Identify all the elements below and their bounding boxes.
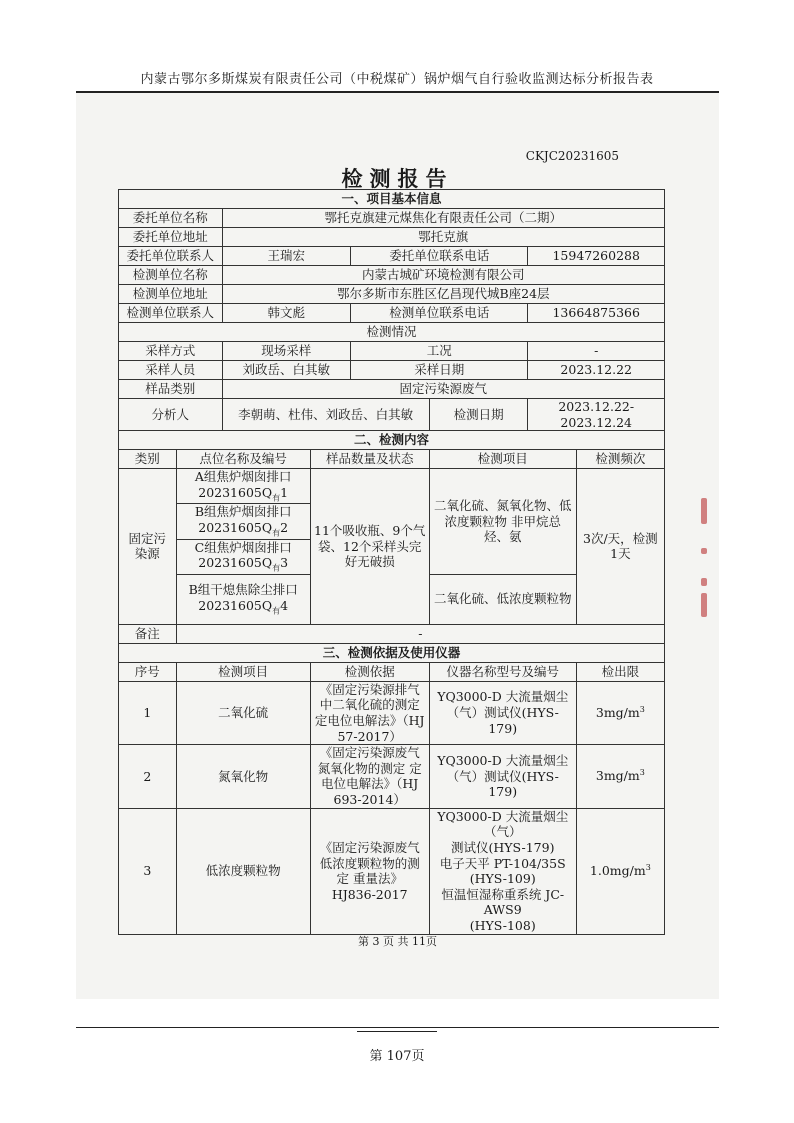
sampling-date: 2023.12.22 — [528, 361, 665, 380]
row1-limit-value: 3mg/m — [595, 705, 640, 721]
point-d-num: 4 — [280, 597, 289, 613]
client-phone: 15947260288 — [528, 247, 665, 266]
lab-name-label: 检测单位名称 — [119, 266, 223, 285]
point-a-name: A组焦炉烟囱排口 — [194, 469, 292, 485]
point-c-code: 20231605Q — [198, 555, 273, 571]
status-title: 检测情况 — [119, 323, 665, 342]
category: 固定污染源 — [128, 530, 167, 562]
doc-code: CKJC20231605 — [525, 149, 619, 163]
sample-status: 11个吸收瓶、9个气袋、12个采样头完好无破损 — [314, 523, 426, 570]
row3-instrument-line: (HYS-109) — [469, 871, 536, 887]
row3-instrument-line: 测试仪(HYS-179) — [450, 839, 555, 855]
header-limit: 检出限 — [576, 662, 664, 681]
seal-edge-mark — [701, 498, 707, 524]
items-d: 二氧化硫、低浓度颗粒物 — [429, 574, 576, 624]
seal-edge-mark — [701, 593, 707, 617]
analyst-label: 分析人 — [119, 399, 223, 431]
header-basis: 检测依据 — [310, 662, 429, 681]
footer-rule — [76, 1027, 719, 1028]
row2-limit-exp: 3 — [639, 768, 645, 778]
point-c-suffix: 有 — [272, 563, 281, 573]
row2-no: 2 — [119, 745, 177, 809]
row2-limit — [576, 745, 664, 809]
row1-item: 二氧化硫 — [176, 681, 310, 745]
row2-instrument: YQ3000-D 大流量烟尘（气）测试仪(HYS-179) — [429, 745, 576, 809]
sampling-method: 现场采样 — [222, 342, 351, 361]
row2-limit-value: 3mg/m — [595, 768, 640, 784]
point-b-name: B组焦炉烟囱排口 — [194, 504, 292, 520]
point-c-name: C组焦炉烟囱排口 — [194, 539, 292, 555]
client-contact-label: 委托单位联系人 — [119, 247, 223, 266]
test-date-label: 检测日期 — [429, 399, 528, 431]
section2-title: 二、检测内容 — [119, 431, 665, 450]
point-d-suffix: 有 — [272, 606, 281, 616]
sample-type: 固定污染源废气 — [222, 380, 664, 399]
frequency: 3次/天，检测1天 — [583, 530, 658, 562]
sampling-date-label: 采样日期 — [351, 361, 528, 380]
frequency-cell — [576, 469, 664, 624]
row2-basis: 《固定污染源废气氮氧化物的测定 定电位电解法》（HJ 693-2014） — [310, 745, 429, 809]
items-abc: 二氧化硫、氮氧化物、低浓度颗粒物 非甲烷总烃、氨 — [433, 498, 572, 545]
point-a — [176, 469, 310, 504]
remark-label: 备注 — [119, 624, 177, 643]
row3-limit-value: 1.0mg/m — [589, 863, 646, 879]
sampler-label: 采样人员 — [119, 361, 223, 380]
row1-instrument: YQ3000-D 大流量烟尘（气）测试仪(HYS-179) — [429, 681, 576, 745]
lab-phone: 13664875366 — [528, 304, 665, 323]
section3-title: 三、检测依据及使用仪器 — [119, 643, 665, 662]
scanned-report — [76, 93, 719, 999]
client-phone-label: 委托单位联系电话 — [351, 247, 528, 266]
row3-limit-exp: 3 — [645, 863, 651, 873]
lab-contact: 韩文彪 — [222, 304, 351, 323]
point-b-code: 20231605Q — [198, 520, 273, 535]
client-name-label: 委托单位名称 — [119, 209, 223, 228]
row3-limit — [576, 808, 664, 934]
point-b-num: 2 — [280, 520, 289, 535]
row3-basis: 《固定污染源废气 低浓度颗粒物的测定 重量法》 HJ836-2017 — [310, 808, 429, 934]
row3-no: 3 — [119, 808, 177, 934]
header-category: 类别 — [119, 450, 177, 469]
lab-phone-label: 检测单位联系电话 — [351, 304, 528, 323]
point-b-suffix: 有 — [272, 528, 281, 538]
running-header: 内蒙古鄂尔多斯煤炭有限责任公司（中税煤矿）锅炉烟气自行验收监测达标分析报告表 — [140, 72, 654, 87]
client-address-label: 委托单位地址 — [119, 228, 223, 247]
section1-title: 一、项目基本信息 — [119, 190, 665, 209]
row1-limit-exp: 3 — [639, 704, 645, 714]
lab-address-label: 检测单位地址 — [119, 285, 223, 304]
header-item: 检测项目 — [176, 662, 310, 681]
sampling-method-label: 采样方式 — [119, 342, 223, 361]
header-point: 点位名称及编号 — [176, 450, 310, 469]
point-c-num: 3 — [280, 555, 289, 571]
row3-item: 低浓度颗粒物 — [176, 808, 310, 934]
point-a-suffix: 有 — [272, 493, 281, 503]
remark: - — [176, 624, 664, 643]
row3-instrument-line: 电子天平 PT-104/35S — [439, 855, 566, 871]
report-table — [118, 189, 665, 935]
inner-page-number: 第 3 页 共 11页 — [358, 935, 437, 948]
test-date: 2023.12.22-2023.12.24 — [528, 399, 665, 431]
row3-instrument — [429, 808, 576, 934]
condition-label: 工况 — [351, 342, 528, 361]
point-a-num: 1 — [280, 484, 289, 500]
point-d-name: B组干熄焦除尘排口 — [188, 582, 298, 598]
row1-limit — [576, 681, 664, 745]
header-sample: 样品数量及状态 — [310, 450, 429, 469]
footer-short-rule — [357, 1031, 437, 1032]
analyst: 李朝萌、杜伟、刘政岳、白其敏 — [222, 399, 429, 431]
row2-item: 氮氧化物 — [176, 745, 310, 809]
doc-title: 检测报告 — [341, 166, 454, 191]
row3-instrument-line: (HYS-108) — [469, 918, 536, 933]
header-items: 检测项目 — [429, 450, 576, 469]
seal-edge-mark — [701, 578, 707, 586]
client-contact: 王瑞宏 — [222, 247, 351, 266]
point-a-code: 20231605Q — [198, 484, 273, 500]
point-d — [176, 574, 310, 624]
client-name: 鄂托克旗建元煤焦化有限责任公司（二期） — [222, 209, 664, 228]
header-no: 序号 — [119, 662, 177, 681]
point-d-code: 20231605Q — [198, 597, 273, 613]
sample-type-label: 样品类别 — [119, 380, 223, 399]
items-abc-cell — [429, 469, 576, 574]
row1-no: 1 — [119, 681, 177, 745]
condition: - — [528, 342, 665, 361]
lab-name: 内蒙古城矿环境检测有限公司 — [222, 266, 664, 285]
lab-address: 鄂尔多斯市东胜区亿昌现代城B座24层 — [222, 285, 664, 304]
row3-instrument-line: YQ3000-D 大流量烟尘（气） — [437, 808, 569, 840]
header-frequency: 检测频次 — [576, 450, 664, 469]
point-c — [176, 539, 310, 574]
sample-status-cell — [310, 469, 429, 624]
lab-contact-label: 检测单位联系人 — [119, 304, 223, 323]
sampler: 刘政岳、白其敏 — [222, 361, 351, 380]
seal-edge-mark — [701, 548, 707, 554]
client-address: 鄂托克旗 — [222, 228, 664, 247]
point-b — [176, 504, 310, 539]
page-number: 第 107页 — [369, 1049, 425, 1064]
row3-instrument-line: 恒温恒湿称重系统 JC-AWS9 — [441, 886, 565, 918]
row1-basis: 《固定污染源排气中二氧化硫的测定 定电位电解法》（HJ 57-2017） — [310, 681, 429, 745]
category-cell — [119, 469, 177, 624]
header-instrument: 仪器名称型号及编号 — [429, 662, 576, 681]
